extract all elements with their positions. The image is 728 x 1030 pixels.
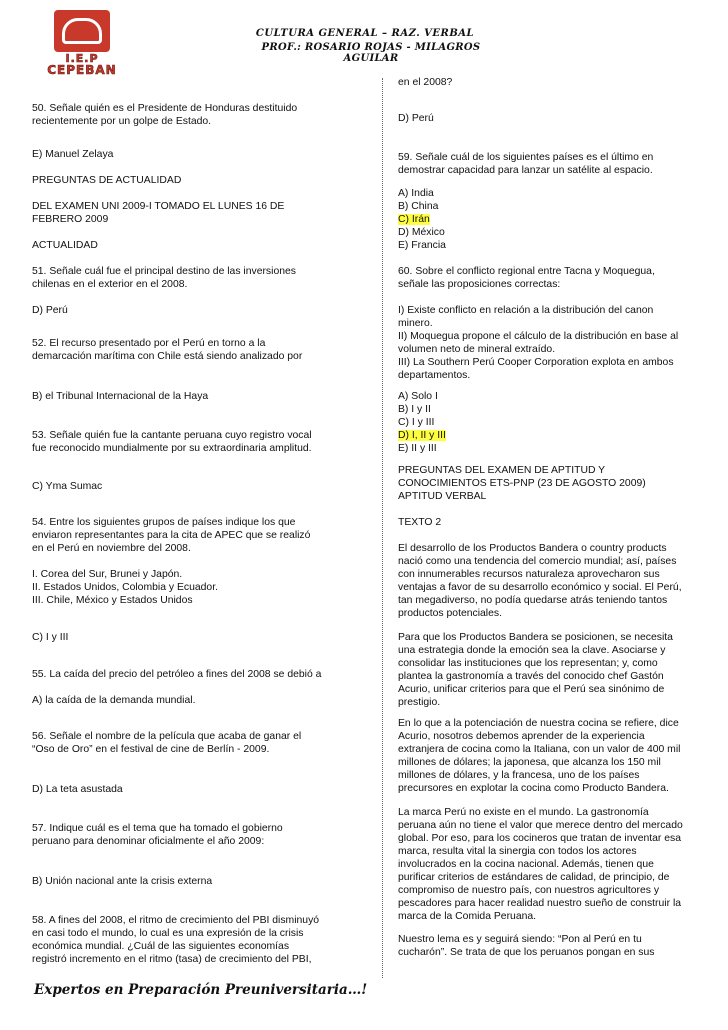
text-line: 59. Señale cuál de los siguientes países es el último en bbox=[398, 152, 654, 163]
text-line: marca, resulta vital la sinergia con todos los actores bbox=[398, 846, 637, 857]
text-block bbox=[398, 112, 698, 125]
text-block bbox=[32, 174, 364, 187]
text-line: 56. Señale el nombre de la película que acaba de ganar el bbox=[32, 731, 302, 742]
logo-line-1: I.E.P bbox=[65, 52, 99, 65]
text-line bbox=[398, 213, 698, 226]
header-title: CULTURA GENERAL – RAZ. VERBAL bbox=[255, 28, 475, 39]
text-line: ventajas a favor de su desarrollo económico y social. El Perú, bbox=[398, 582, 682, 593]
text-block bbox=[32, 631, 364, 644]
text-block bbox=[32, 694, 364, 707]
text-block bbox=[32, 516, 364, 555]
text-line: prestigio. bbox=[398, 697, 441, 708]
text-line: en el 2008? bbox=[398, 77, 453, 88]
text-block bbox=[398, 933, 698, 959]
text-line: 51. Señale cuál fue el principal destino de las inversiones bbox=[32, 266, 296, 277]
logo-line-2: CEPEBAN bbox=[47, 63, 117, 77]
text-block bbox=[32, 148, 364, 161]
text-line bbox=[398, 429, 698, 442]
text-line: II. Estados Unidos, Colombia y Ecuador. bbox=[32, 582, 218, 593]
text-line: económica mundial. ¿Cuál de las siguientes economías bbox=[32, 941, 290, 952]
text-block bbox=[398, 76, 698, 89]
text-line: productos potenciales. bbox=[398, 608, 502, 619]
text-block bbox=[398, 806, 698, 923]
text-block bbox=[398, 717, 698, 795]
highlighted-answer: C) Irán bbox=[398, 214, 430, 225]
text-line: chilenas en el exterior en el 2008. bbox=[32, 279, 188, 290]
text-line: I. Corea del Sur, Brunei y Japón. bbox=[32, 569, 183, 580]
text-line: peruano para denominar oficialmente el año 2009: bbox=[32, 836, 265, 847]
text-block bbox=[32, 265, 364, 291]
text-line: Nuestro lema es y seguirá siendo: “Pon al Perú en tu bbox=[398, 934, 642, 945]
text-line: Acurio, nosotros debemos aprender de la experiencia bbox=[398, 731, 645, 742]
text-line: en casi todo el mundo, lo cual es una expresión de la crisis bbox=[32, 928, 304, 939]
text-line: E) Manuel Zelaya bbox=[32, 149, 114, 160]
text-line: purificar criterios de estándares de calidad, de principio, de bbox=[398, 872, 670, 883]
text-block bbox=[32, 875, 364, 888]
text-block bbox=[398, 390, 698, 455]
column-divider bbox=[382, 78, 383, 978]
text-block bbox=[32, 304, 364, 317]
logo-emblem-icon bbox=[54, 10, 110, 52]
text-line: B) China bbox=[398, 201, 439, 212]
text-block bbox=[398, 265, 698, 291]
text-line: El desarrollo de los Productos Bandera o country products bbox=[398, 543, 667, 554]
text-block bbox=[32, 783, 364, 796]
text-line: una estrategia donde la emoción sea la clave. Asociarse y bbox=[398, 645, 666, 656]
text-line: recientemente por un golpe de Estado. bbox=[32, 116, 212, 127]
text-line: 50. Señale quién es el Presidente de Honduras destituido bbox=[32, 103, 298, 114]
text-block bbox=[32, 390, 364, 403]
page-header bbox=[0, 0, 728, 80]
text-line: con innumerables recursos naturaleza aprovecharon sus bbox=[398, 569, 660, 580]
text-line: Para que los Productos Bandera se posicionen, se necesita bbox=[398, 632, 673, 643]
text-line: minero. bbox=[398, 318, 433, 329]
text-line: plantea la gastronomía a través del conocido chef Gastón bbox=[398, 671, 664, 682]
text-line: 58. A fines del 2008, el ritmo de crecimiento del PBI disminuyó bbox=[32, 915, 320, 926]
text-line: C) I y III bbox=[398, 417, 435, 428]
text-block bbox=[32, 730, 364, 756]
text-line: II) Moquegua propone el cálculo de la distribución en base al bbox=[398, 331, 679, 342]
text-line: E) II y III bbox=[398, 443, 437, 454]
text-line: TEXTO 2 bbox=[398, 517, 442, 528]
text-block bbox=[32, 668, 364, 681]
text-line: B) Unión nacional ante la crisis externa bbox=[32, 876, 213, 887]
text-line: involucrados en la cocina nacional. Además, tienen que bbox=[398, 859, 654, 870]
text-line: D) Perú bbox=[398, 113, 434, 124]
text-line: III) La Southern Perú Cooper Corporation explota en ambos bbox=[398, 357, 674, 368]
text-line: señale las proposiciones correctas: bbox=[398, 279, 561, 290]
text-line: A) India bbox=[398, 188, 434, 199]
text-block bbox=[32, 239, 364, 252]
text-line: cucharón”. Se trata de que los peruanos pongan en sus bbox=[398, 947, 655, 958]
text-line: precursores en explotar la cocina como Producto Bandera. bbox=[398, 783, 669, 794]
text-line: D) Perú bbox=[32, 305, 68, 316]
text-line: en el Perú en noviembre del 2008. bbox=[32, 543, 191, 554]
text-line: B) I y II bbox=[398, 404, 431, 415]
text-line: 55. La caída del precio del petróleo a fines del 2008 se debió a bbox=[32, 669, 322, 680]
text-block bbox=[398, 631, 698, 709]
text-line: FEBRERO 2009 bbox=[32, 214, 109, 225]
text-line: C) Yma Sumac bbox=[32, 481, 103, 492]
text-line: PREGUNTAS DE ACTUALIDAD bbox=[32, 175, 182, 186]
text-line: 57. Indique cuál es el tema que ha tomado el gobierno bbox=[32, 823, 283, 834]
text-line: global. Por eso, para los cocineros que tratan de inventar esa bbox=[398, 833, 682, 844]
text-line: peruana aún no tiene el valor que merece dentro del mercado bbox=[398, 820, 683, 831]
text-line: B) el Tribunal Internacional de la Haya bbox=[32, 391, 209, 402]
highlighted-answer: D) I, II y III bbox=[398, 430, 446, 441]
text-line: Acurio, unificar criterios para que el Perú sea sinónimo de bbox=[398, 684, 665, 695]
header-subtitle: PROF.: ROSARIO ROJAS - MILAGROS AGUILAR bbox=[261, 42, 481, 64]
text-line: tan megadiverso, no podía quedarse atrás teniendo tantos bbox=[398, 595, 668, 606]
text-line: compromiso de nuestro país, con nuestros agricultores y bbox=[398, 885, 660, 896]
text-block bbox=[398, 304, 698, 382]
text-block bbox=[32, 337, 364, 363]
text-line: A) la caída de la demanda mundial. bbox=[32, 695, 196, 706]
text-line: 53. Señale quién fue la cantante peruana cuyo registro vocal bbox=[32, 430, 312, 441]
text-line: III. Chile, México y Estados Unidos bbox=[32, 595, 193, 606]
text-line: La marca Perú no existe en el mundo. La gastronomía bbox=[398, 807, 649, 818]
text-block bbox=[32, 429, 364, 455]
text-line: En lo que a la potenciación de nuestra cocina se refiere, dice bbox=[398, 718, 679, 729]
text-line: APTITUD VERBAL bbox=[398, 491, 487, 502]
text-line: 52. El recurso presentado por el Perú en torno a la bbox=[32, 338, 266, 349]
text-line: pescadores para hacer realidad nuestro sueño de construir la bbox=[398, 898, 682, 909]
footer-slogan: Expertos en Preparación Preuniversitaria…! bbox=[34, 982, 368, 998]
text-block bbox=[398, 187, 698, 252]
text-line: E) Francia bbox=[398, 240, 446, 251]
text-line: consolidar las instituciones que los representan; y, como bbox=[398, 658, 658, 669]
text-line: “Oso de Oro” en el festival de cine de Berlín - 2009. bbox=[32, 744, 270, 755]
text-line: demarcación marítima con Chile está siendo analizado por bbox=[32, 351, 303, 362]
text-line: D) México bbox=[398, 227, 445, 238]
text-line: DEL EXAMEN UNI 2009-I TOMADO EL LUNES 16 DE bbox=[32, 201, 285, 212]
text-line: A) Solo I bbox=[398, 391, 438, 402]
text-line: CONOCIMIENTOS ETS-PNP (23 DE AGOSTO 2009) bbox=[398, 478, 646, 489]
text-block bbox=[398, 464, 698, 503]
school-logo bbox=[34, 10, 124, 76]
text-line: departamentos. bbox=[398, 370, 471, 381]
text-line: demostrar capacidad para lanzar un satélite al espacio. bbox=[398, 165, 653, 176]
text-block bbox=[398, 542, 698, 620]
text-line: marca de la Comida Peruana. bbox=[398, 911, 537, 922]
text-line: extranjera de cocina como la Italiana, con un valor de 400 mil bbox=[398, 744, 681, 755]
text-line: 60. Sobre el conflicto regional entre Tacna y Moquegua, bbox=[398, 266, 655, 277]
text-line: PREGUNTAS DEL EXAMEN DE APTITUD Y bbox=[398, 465, 606, 476]
text-line: D) La teta asustada bbox=[32, 784, 123, 795]
text-block bbox=[32, 200, 364, 226]
text-block bbox=[32, 914, 364, 966]
text-line: enviaron representantes para la cita de APEC que se realizó bbox=[32, 530, 311, 541]
text-line: nació como una tendencia del comercio mundial; así, países bbox=[398, 556, 677, 567]
text-block bbox=[32, 102, 364, 128]
text-line: millones de dólares, y la francesa, uno de los países bbox=[398, 770, 640, 781]
text-block bbox=[32, 568, 364, 607]
text-line: C) I y III bbox=[32, 632, 69, 643]
text-line: registró incremento en el ritmo (tasa) de crecimiento del PBI, bbox=[32, 954, 312, 965]
text-line: I) Existe conflicto en relación a la distribución del canon bbox=[398, 305, 654, 316]
text-block bbox=[32, 480, 364, 493]
text-block bbox=[398, 151, 698, 177]
text-line: fue reconocido mundialmente por su extraordinaria amplitud. bbox=[32, 443, 312, 454]
text-block bbox=[32, 822, 364, 848]
text-line: volumen neto de mineral extraído. bbox=[398, 344, 556, 355]
text-block bbox=[398, 516, 698, 529]
text-line: 54. Entre los siguientes grupos de países indique los que bbox=[32, 517, 296, 528]
text-line: ACTUALIDAD bbox=[32, 240, 98, 251]
text-line: millones de dólares; la japonesa, que alcanza los 150 mil bbox=[398, 757, 661, 768]
